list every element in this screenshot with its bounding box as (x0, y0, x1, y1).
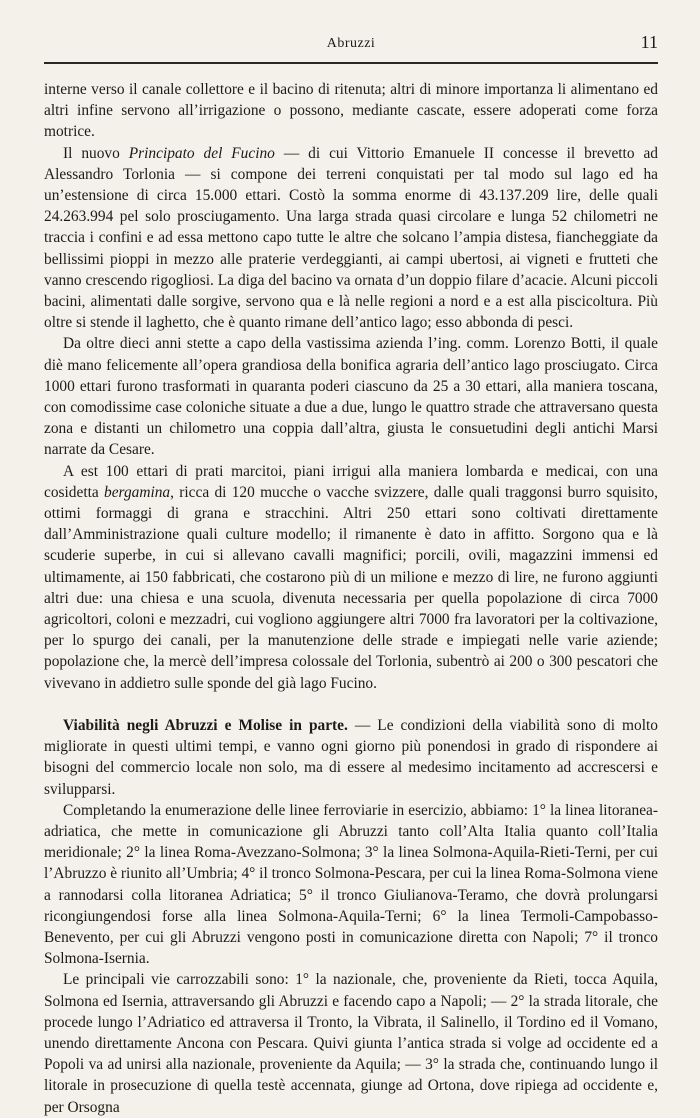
running-title: Abruzzi (326, 36, 376, 51)
emphasis-principato: Principato del Fucino (128, 144, 275, 162)
running-head (44, 30, 658, 64)
paragraph-irrigation-continued: interne verso il canale collettore e il bacino di ritenuta; altri di minore importanza li alimentano ed altri infine servono all’irrigazione o possono, mediante cascate, essere adoperati come forza motrice. (44, 81, 658, 141)
paragraph-viabilita: Viabilità negli Abruzzi e Molise in parte. — Le condizioni della viabilità sono di molto migliorate in questi ultimi tempi, e vanno ogni giorno più ponendosi in grado di rispondere ai bisogni del commercio locale non solo, ma di essere al medesimo incitamento ad accrescersi e svilupparsi. (44, 716, 658, 798)
paragraph-linee-ferroviarie: Completando la enumerazione delle linee ferroviarie in esercizio, abbiamo: 1° la linea litoranea-adriatica, che mette in comunicazione gli Abruzzi tanto coll’Alta Italia quanto coll’Italia meridionale; 2° la linea Roma-Avezzano-Solmona; 3° la linea Solmona-Aquila-Rieti-Terni, per cui l’Abruzzo è riunito all’Umbria; 4° il tronco Solmona-Pescara, per cui la linea Roma-Solmona viene a rannodarsi colla litoranea Adriatica; 5° il tronco Giulianova-Teramo, che dovrà prolungarsi ricongiungendosi forse alla linea Solmona-Aquila-Terni; 6° la linea Termoli-Campobasso-Benevento, per cui gli Abruzzi vengono posti in comunicazione diretta con Napoli; 7° il tronco Solmona-Isernia. (44, 801, 658, 968)
paragraph-vie-carrozzabili: Le principali vie carrozzabili sono: 1° la nazionale, che, proveniente da Rieti, tocca Aquila, Solmona ed Isernia, attraversando gli Abruzzi e facendo capo a Napoli; — 2° la strada litorale, che procede lungo l’Adriatico ed attraversa il Tronto, la Vibrata, il Salinello, il Tordino ed il Vomano, unendo direttamente Ancona con Pescara. Quivi giunta l’antica strada si volge ad occidente ed a Popoli va ad unirsi alla nazionale, proveniente da Aquila; — 3° la strada che, continuando lungo il litorale in prosecuzione di quella testè accennata, giunge ad Ortona, dove ripiega ad occidente e, per Orsogna (44, 971, 658, 1116)
paragraph-lorenzo-botti: Da oltre dieci anni stette a capo della vastissima azienda l’ing. comm. Lorenzo Botti, il quale diè mano felicemente all’opera grandiosa della bonifica agraria dell’antico lago prosciugato. Circa 1000 ettari furono trasformati in quaranta poderi ciascuno da 25 a 30 ettari, alla maniera toscana, con comodissime case coloniche situate a due a due, lungo le quattro strade che attraversano questa zona e distanti un chilometro una coppia dall’altra, giusta le consuetudini degli antichi Marsi narrate da Cesare. (44, 335, 658, 459)
paragraph-principato-del-fucino: Il nuovo Principato del Fucino — di cui Vittorio Emanuele II concesse il brevetto ad Alessandro Torlonia — si compone dei terreni conquistati per tal modo sul lago ed ha un’estensione di circa 15.000 ettari. Costò la somma enorme di 43.137.209 lire, delle quali 24.263.994 pel solo prosciugamento. Una larga strada quasi circolare e lunga 52 chilometri ne traccia i confini e ad essa mettono capo tutte le altre che solcano l’ampia distesa, fiancheggiate da bellissimi pioppi in mezzo alle praterie verdeggianti, ai campi ubertosi, ai vigneti e frutteti che vanno crescendo rigogliosi. La diga del bacino va ornata d’un doppio filare d’acacie. Alcuni piccoli bacini, alimentati dalle sorgive, servono qua e là nelle regioni a nord e a est alla piscicoltura. Più oltre si stende il laghetto, che è quanto rimane dell’antico lago; esso abbonda di pesci. (44, 144, 658, 332)
page-number: 11 (640, 32, 658, 52)
paragraph-prati-marcitoi: A est 100 ettari di prati marcitoi, piani irrigui alla maniera lombarda e medicai, con una cosidetta bergamina, ricca di 120 mucche o vacche svizzere, dalle quali traggonsi burro squisito, ottimi formaggi di grana e stracchini. Altri 250 ettari sono coltivati direttamente dall’Amministrazione quali culture modello; il rimanente è dato in affitto. Sorgono qua e là scuderie superbe, in cui si allevano cavalli magnifici; porcili, ovili, magazzini immensi ed ultimamente, ai 150 fabbricati, che costarono più di un milione e mezzo di lire, ne furono aggiunti altri due: una chiesa e una scuola, divenuta necessaria per quella popolazione di circa 7000 agricoltori, coloni e mezzadri, cui vogliono aggiungere altri 7000 fra lavoratori per la coltivazione, per lo spurgo dei canali, per la manutenzione delle strade e impiegati nelle varie aziende; popolazione che, la mercè dell’impresa colossale del Torlonia, subentrò ai 200 o 300 pescatori che vivevano in addietro sulle sponde del già lago Fucino. (44, 462, 658, 692)
emphasis-bergamina: bergamina (104, 483, 171, 501)
section-heading-viabilita: Viabilità negli Abruzzi e Molise in parte. (63, 716, 348, 734)
body-text (44, 79, 658, 1118)
